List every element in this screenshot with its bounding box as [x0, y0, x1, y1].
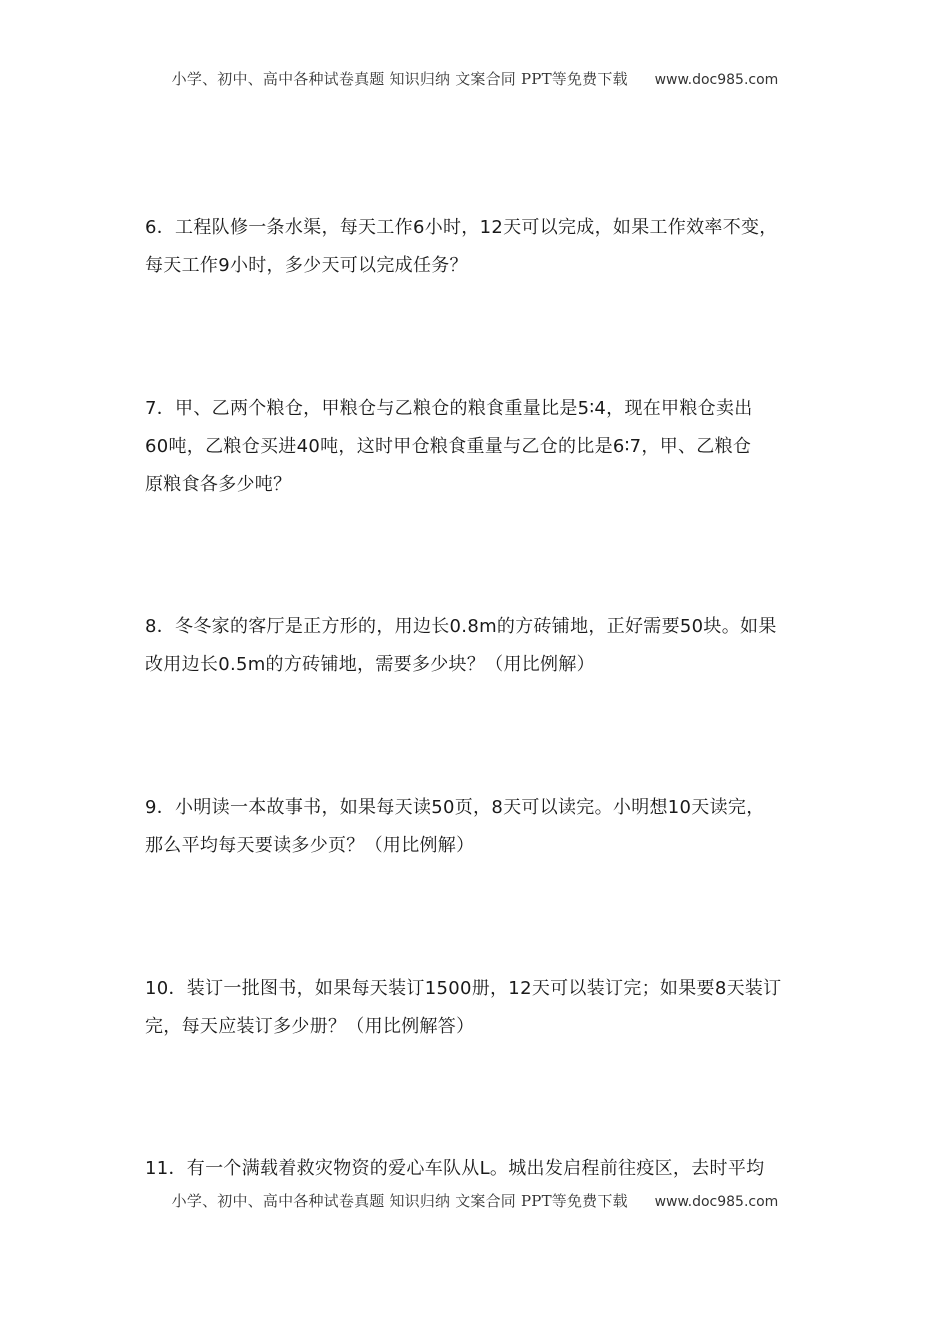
question-9 [145, 789, 813, 865]
question-line: 7．甲、乙两个粮仓，甲粮仓与乙粮仓的粮食重量比是5∶4，现在甲粮仓卖出 [145, 398, 753, 419]
question-line: 那么平均每天要读多少页？（用比例解） [145, 835, 475, 856]
question-line: 8．冬冬家的客厅是正方形的，用边长0.8m的方砖铺地，正好需要50块。如果 [145, 616, 777, 637]
question-line: 改用边长0.5m的方砖铺地，需要多少块？（用比例解） [145, 654, 595, 675]
header-url[interactable]: www.doc985.com [654, 72, 779, 88]
question-line: 11．有一个满载着救灾物资的爱心车队从L。城出发启程前往疫区，去时平均 [145, 1158, 765, 1179]
footer-url[interactable]: www.doc985.com [654, 1194, 779, 1210]
page-footer [0, 1190, 950, 1211]
question-7 [145, 390, 813, 504]
question-line: 10．装订一批图书，如果每天装订1500册，12天可以装订完；如果要8天装订 [145, 978, 782, 999]
question-8 [145, 608, 813, 684]
header-text: 小学、初中、高中各种试卷真题 知识归纳 文案合同 PPT等免费下载 [171, 70, 628, 88]
question-line: 6．工程队修一条水渠，每天工作6小时，12天可以完成，如果工作效率不变， [145, 217, 778, 238]
question-line: 原粮食各多少吨？ [145, 474, 292, 495]
question-line: 每天工作9小时，多少天可以完成任务？ [145, 255, 468, 276]
page-header [0, 68, 950, 89]
question-10 [145, 970, 813, 1046]
question-line: 完，每天应装订多少册？（用比例解答） [145, 1016, 475, 1037]
footer-text: 小学、初中、高中各种试卷真题 知识归纳 文案合同 PPT等免费下载 [171, 1192, 628, 1210]
question-line: 9．小明读一本故事书，如果每天读50页，8天可以读完。小明想10天读完， [145, 797, 765, 818]
question-6 [145, 209, 813, 285]
question-line: 60吨，乙粮仓买进40吨，这时甲仓粮食重量与乙仓的比是6∶7，甲、乙粮仓 [145, 436, 752, 457]
question-11 [145, 1150, 813, 1188]
